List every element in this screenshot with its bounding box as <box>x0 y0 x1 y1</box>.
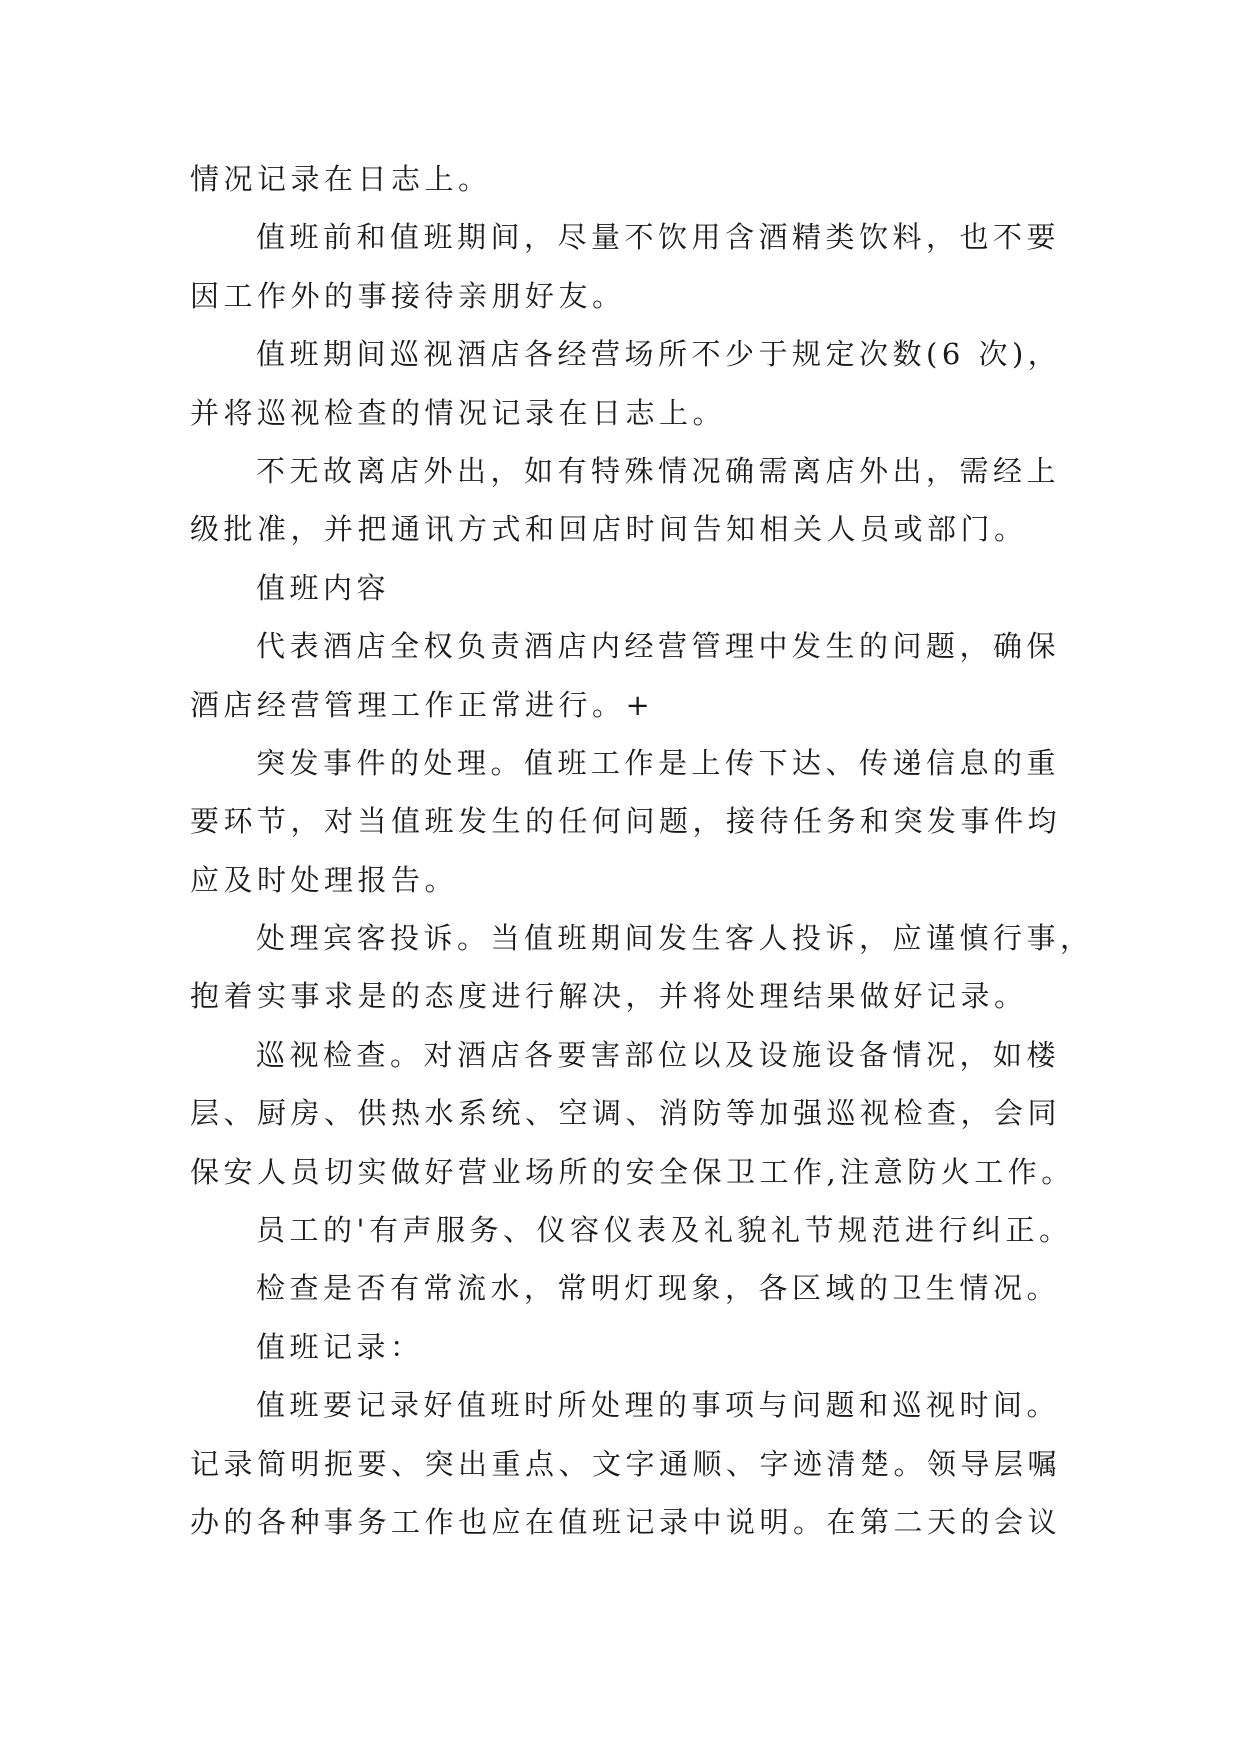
text-line: 值班要记录好值班时所处理的事项与问题和巡视时间。 <box>256 1388 1061 1423</box>
text-line: 值班期间巡视酒店各经营场所不少于规定次数(6 次)， <box>256 337 1062 372</box>
text-line: 级批准，并把通讯方式和回店时间告知相关人员或部门。 <box>190 512 1028 547</box>
text-line: 处理宾客投诉。当值班期间发生客人投诉，应谨慎行事， <box>256 921 1094 956</box>
text-line: 值班记录： <box>256 1329 424 1364</box>
text-line: 层、厨房、供热水系统、空调、消防等加强巡视检查，会同 <box>190 1096 1062 1131</box>
text-line: 记录简明扼要、突出重点、文字通顺、字迹清楚。领导层嘱 <box>190 1446 1062 1481</box>
text-line: 要环节，对当值班发生的任何问题，接待任务和突发事件均 <box>190 804 1062 839</box>
text-line: 抱着实事求是的态度进行解决，并将处理结果做好记录。 <box>190 979 1028 1014</box>
text-line: 值班前和值班期间，尽量不饮用含酒精类饮料，也不要 <box>256 220 1061 255</box>
text-line: 不无故离店外出，如有特殊情况确需离店外出，需经上 <box>256 453 1061 488</box>
text-line: 并将巡视检查的情况记录在日志上。 <box>190 395 727 430</box>
document-body <box>190 150 1094 1551</box>
text-line: 应及时处理报告。 <box>190 862 459 897</box>
text-line: 突发事件的处理。值班工作是上传下达、传递信息的重 <box>256 745 1061 780</box>
text-line: 酒店经营管理工作正常进行。+ <box>190 687 655 722</box>
text-line: 情况记录在日志上。 <box>190 162 492 196</box>
text-line: 检查是否有常流水，常明灯现象，各区域的卫生情况。 <box>256 1271 1061 1306</box>
text-line: 巡视检查。对酒店各要害部位以及设施设备情况，如楼 <box>256 1037 1061 1072</box>
text-line: 值班内容 <box>256 570 391 605</box>
text-line: 代表酒店全权负责酒店内经营管理中发生的问题，确保 <box>256 629 1061 664</box>
text-line: 保安人员切实做好营业场所的安全保卫工作,注意防火工作。 <box>190 1154 1075 1189</box>
text-line: 办的各种事务工作也应在值班记录中说明。在第二天的会议 <box>190 1504 1062 1539</box>
text-line: 因工作外的事接待亲朋好友。 <box>190 278 626 313</box>
text-line: 员工的'有声服务、仪容仪表及礼貌礼节规范进行纠正。 <box>256 1213 1073 1248</box>
